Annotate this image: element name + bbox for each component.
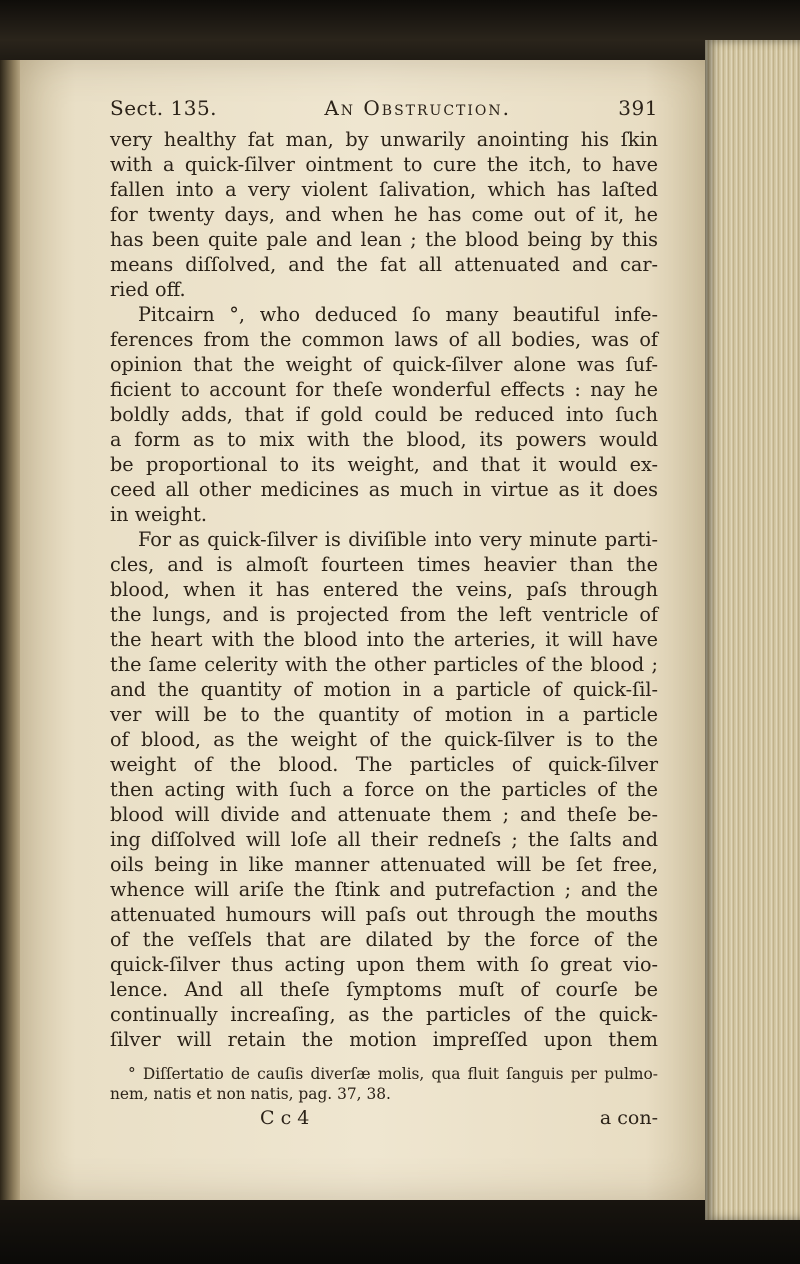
text-line: means diſſolved, and the fat all attenuated and car-: [110, 253, 658, 276]
text-line: blood will divide and attenuate them ; and theſe be-: [110, 803, 658, 826]
page-number: 391: [618, 96, 658, 120]
text-line: ver will be to the quantity of motion in a particle: [110, 703, 658, 726]
text-line: boldly adds, that if gold could be reduced into ſuch: [110, 403, 658, 426]
text-line: cles, and is almoſt fourteen times heavier than the: [110, 553, 658, 576]
text-line: for twenty days, and when he has come out of it, he: [110, 203, 658, 226]
footnote-line: ° Diſſertatio de cauſis diverſæ molis, qua fluit ſanguis per pulmo-: [128, 1065, 658, 1083]
text-line: the lungs, and is projected from the left ventricle of: [110, 603, 658, 626]
page-edges: [705, 40, 800, 1220]
text-line: For as quick-ſilver is diviſible into very minute parti-: [138, 528, 658, 551]
running-header: [110, 96, 658, 121]
text-line: fallen into a very violent ſalivation, which has laſted: [110, 178, 658, 201]
text-line: blood, when it has entered the veins, paſs through: [110, 578, 658, 601]
text-line: be proportional to its weight, and that it would ex-: [110, 453, 658, 476]
text-line: a form as to mix with the blood, its powers would: [110, 428, 658, 451]
text-line: ing diſſolved will loſe all their redneſs ; the ſalts and: [110, 828, 658, 851]
text-line: very healthy fat man, by unwarily anointing his ſkin: [110, 128, 658, 151]
text-line: the heart with the blood into the arteries, it will have: [110, 628, 658, 651]
page-text-block: [110, 96, 658, 1131]
text-line: has been quite pale and lean ; the blood being by this: [110, 228, 658, 251]
section-number: Sect. 135.: [110, 96, 218, 120]
signature-mark: C c 4: [260, 1107, 310, 1129]
text-line: quick-ſilver thus acting upon them with ſo great vio-: [110, 953, 658, 976]
text-line: in weight.: [110, 503, 207, 526]
text-line: ficient to account for theſe wonderful effects : nay he: [110, 378, 658, 401]
book-gutter: [0, 60, 22, 1200]
text-line: then acting with ſuch a force on the particles of the: [110, 778, 658, 801]
text-line: oils being in like manner attenuated will be ſet free,: [110, 853, 658, 876]
text-line: Pitcairn °, who deduced ſo many beautiful infe-: [138, 303, 658, 326]
catchword: a con-: [599, 1107, 658, 1129]
running-title: An Obstruction.: [324, 96, 511, 120]
text-line: ceed all other medicines as much in virtue as it does: [110, 478, 658, 501]
page-footer: [110, 1106, 658, 1131]
body-text: [110, 127, 658, 1052]
text-line: ſilver will retain the motion impreſſed upon them: [110, 1028, 658, 1051]
text-line: weight of the blood. The particles of quick-ſilver: [110, 753, 658, 776]
footnote-line: nem, natis et non natis, pag. 37, 38.: [110, 1085, 391, 1103]
text-line: opinion that the weight of quick-ſilver alone was ſuf-: [110, 353, 658, 376]
text-line: of the veſſels that are dilated by the force of the: [110, 928, 658, 951]
text-line: and the quantity of motion in a particle of quick-ſil-: [110, 678, 658, 701]
text-line: with a quick-ſilver ointment to cure the itch, to have: [110, 153, 658, 176]
text-line: of blood, as the weight of the quick-ſilver is to the: [110, 728, 658, 751]
text-line: continually increaſing, as the particles of the quick-: [110, 1003, 658, 1026]
text-line: lence. And all theſe ſymptoms muſt of courſe be: [110, 978, 658, 1001]
text-line: attenuated humours will paſs out through the mouths: [110, 903, 658, 926]
footnote: [110, 1064, 658, 1104]
text-line: whence will ariſe the ſtink and putrefaction ; and the: [110, 878, 658, 901]
text-line: ried off.: [110, 278, 186, 301]
text-line: ferences from the common laws of all bodies, was of: [110, 328, 658, 351]
text-line: the ſame celerity with the other particles of the blood ;: [110, 653, 658, 676]
